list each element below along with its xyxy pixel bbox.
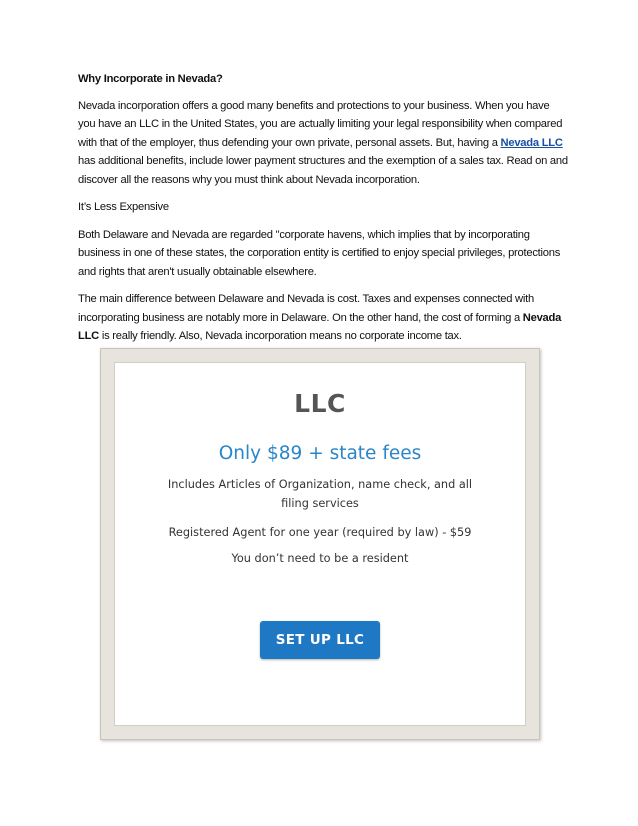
card-registered-agent: Registered Agent for one year (required by law) - $59 xyxy=(168,526,472,539)
document-title: Why Incorporate in Nevada? xyxy=(78,73,223,85)
card-resident-note: You don’t need to be a resident xyxy=(231,552,409,565)
intro-text-b: has additional benefits, include lower payment structures and the exemption of a sales tax. Read on and discover all the reasons why you must think about Nevada incorporation. xyxy=(78,155,568,186)
paragraph-cost xyxy=(78,290,568,346)
llc-offer-card xyxy=(114,362,526,726)
set-up-llc-button[interactable]: SET UP LLC xyxy=(260,621,380,659)
nevada-llc-link[interactable]: Nevada LLC xyxy=(500,136,563,149)
cost-text-b: is really friendly. Also, Nevada incorporation means no corporate income tax. xyxy=(99,330,462,342)
subheading: It’s Less Expensive xyxy=(78,201,169,213)
cost-bold-nevada-llc: Nevada LLC xyxy=(78,311,562,342)
llc-offer-image-frame xyxy=(100,348,540,740)
card-price: Only $89 + state fees xyxy=(218,443,422,464)
paragraph-intro xyxy=(78,97,568,190)
paragraph-havens: Both Delaware and Nevada are regarded "corporate havens, which implies that by incorporating business in one of these states, the corporation entity is certified to enjoy special privileges, protections and rights that aren't usually obtainable elsewhere. xyxy=(78,228,561,278)
intro-text-a: Nevada incorporation offers a good many benefits and protections to your business. When you have you have an LLC in the United States, you are actually limiting your legal responsibility when compared with that of the employer, thus defending your own private, personal assets. But, having a xyxy=(78,99,563,149)
card-title: LLC xyxy=(294,389,346,418)
document-body xyxy=(78,70,568,355)
card-includes: Includes Articles of Organization, name check, and all filing services xyxy=(167,478,473,510)
cost-text-a: The main difference between Delaware and Nevada is cost. Taxes and expenses connected with incorporating business are notably more in Delaware. On the other hand, the cost of forming a xyxy=(78,293,534,324)
